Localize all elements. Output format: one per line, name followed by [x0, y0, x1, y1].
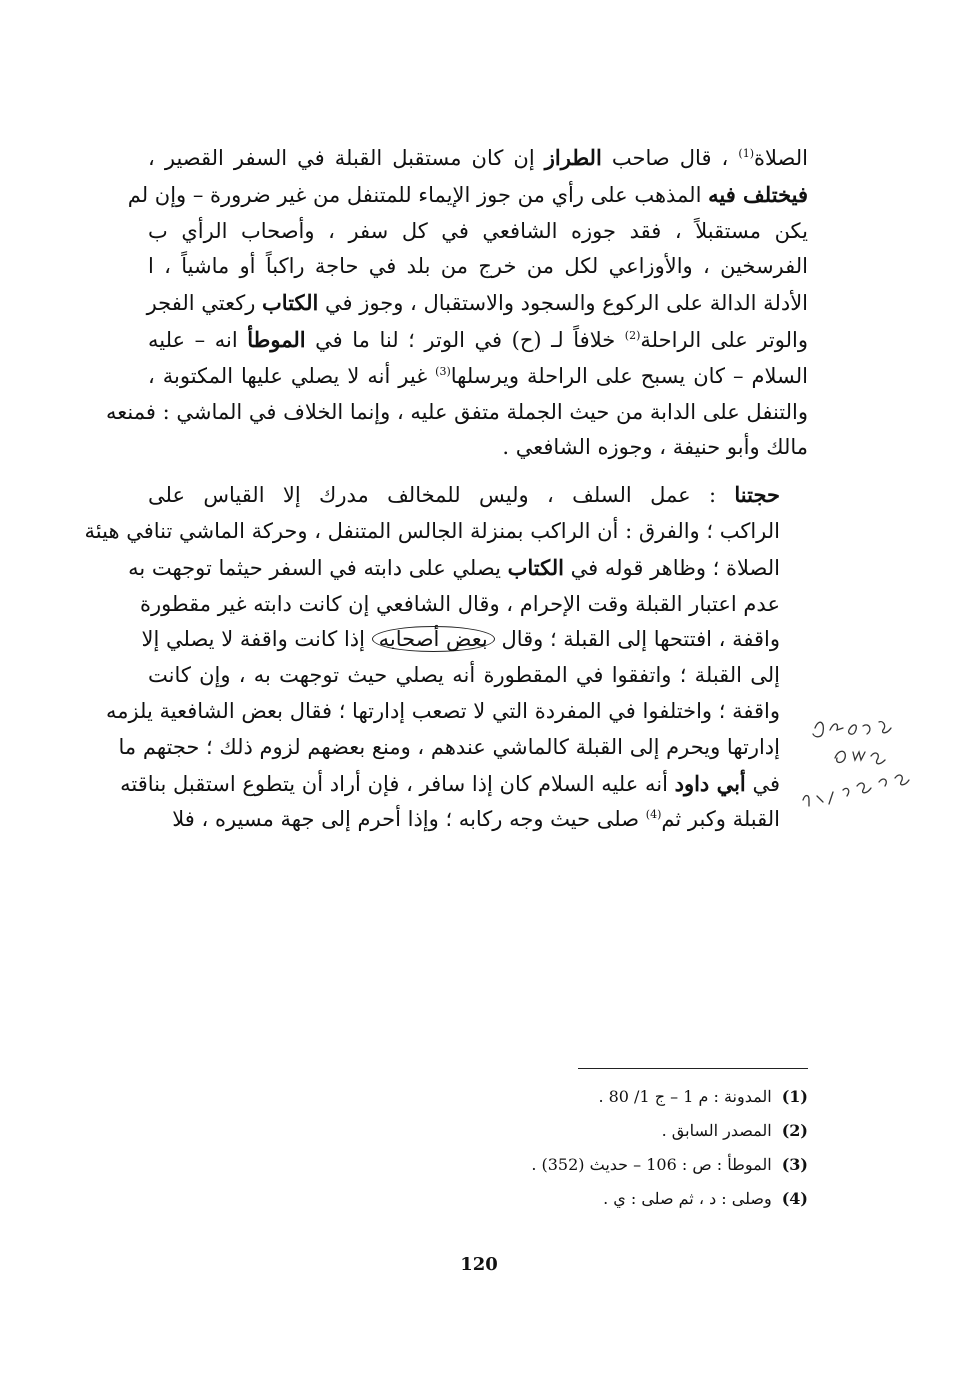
footnote-text: المدونة : م 1 – ج 1/ 80 .: [598, 1087, 772, 1106]
bold-term: أبي داود: [674, 770, 746, 796]
text-line: [148, 322, 808, 359]
text-line: [128, 550, 808, 587]
text-line: [148, 430, 808, 466]
text-run: القبلة وكبر ثم: [661, 807, 780, 832]
footnote-number: (2): [781, 1121, 808, 1140]
footnote-text: وصلى : د ، ثم صلى : ي .: [603, 1189, 772, 1208]
footnote-text: المصدر السابق .: [661, 1121, 772, 1140]
text-run: واقفة ، افتتحها إلى القبلة ؛ وقال: [494, 627, 780, 652]
footnotes: [148, 1080, 808, 1216]
text-run: ، قال صاحب: [601, 146, 739, 170]
bold-term: حجتنا: [734, 482, 780, 508]
footnote-2: [148, 1114, 808, 1148]
text-run: مالك وأبو حنيفة ، وجوزه الشافعي .: [502, 435, 808, 460]
text-run: في: [745, 771, 780, 796]
footnote-number: (4): [781, 1189, 808, 1208]
text-run: إلى القبلة ؛ واتفقوا في المقطورة أنه يصلي حيث توجهت به ، وإن كانت: [148, 663, 780, 688]
text-run: خلافاً لـ (ح) في الوتر ؛ لنا ما في: [305, 327, 625, 352]
text-run: أنه عليه السلام كان إذا سافر ، فإن أراد أن يتطوع استقبل بناقته: [120, 771, 675, 796]
circled-phrase: بعض أصحابه: [372, 626, 495, 652]
text-line: [105, 694, 808, 730]
bold-term: فيختلف فيه: [708, 181, 808, 207]
text-line: [148, 249, 808, 285]
text-run: الصلاة ؛ وظاهر قوله في: [563, 555, 780, 580]
text-line: [118, 730, 808, 766]
bold-term: الكتاب: [507, 554, 564, 580]
page-number: 120: [460, 1254, 498, 1275]
bold-term: الموطأ: [247, 326, 306, 352]
text-line: [139, 587, 808, 623]
footnote-4: [148, 1182, 808, 1216]
footnote-marker: (2): [624, 328, 641, 342]
paragraph-1: [106, 140, 809, 466]
text-line: [141, 622, 808, 658]
bold-term: الكتاب: [262, 290, 319, 316]
text-run: صلى حيث وجه ركابه ؛ وإذا أحرم إلى جهة مسيره ، فلا: [172, 807, 646, 832]
text-line: [106, 395, 808, 431]
text-line: [148, 359, 808, 395]
text-run: يكن مستقبلاً ، فقد جوزه الشافعي في كل سفر ، وأصحاب الرأي ب: [148, 218, 808, 243]
text-line: [148, 285, 808, 322]
handwriting-icon: [795, 700, 945, 820]
footnote-1: [148, 1080, 808, 1114]
footnote-text: الموطأ : ص : 106 – حديث (352) .: [531, 1155, 772, 1174]
text-line: [148, 214, 808, 250]
text-run: انه – عليه: [148, 327, 248, 352]
text-run: إذا كانت واقفة لا يصلي إلا: [141, 627, 372, 652]
handwritten-margin-note: [795, 700, 945, 820]
text-run: ركعتي الفجر: [146, 291, 263, 316]
text-run: إدارتها ويحرم إلى القبلة كالماشي عندهم ، ومنع بعضهم لزوم ذلك ؛ حجتهم ما: [118, 734, 780, 759]
footnote-separator: [578, 1068, 808, 1069]
text-run: والتنفل على الدابة من حيث الجملة متفق عليه ، وإنما الخلاف في الماشي : فمنعه: [106, 399, 808, 424]
text-run: المذهب على رأي من جوز الإيماء للمتنفل من غير ضرورة – وإن لم: [127, 182, 709, 207]
bold-term: الطراز: [544, 145, 602, 170]
text-run: والوتر على الراحلة: [640, 327, 809, 352]
text-run: إن كان مستقبل القبلة في السفر القصير ،: [148, 146, 545, 170]
footnote-marker: (1): [738, 147, 755, 160]
text-line: [84, 514, 808, 550]
text-line: [148, 140, 808, 177]
text-run: واقفة ؛ واختلفوا في المفردة التي لا تصعب إدارتها ؛ فقال بعض الشافعية يلزمه: [105, 698, 780, 723]
text-line: [127, 177, 808, 214]
text-run: السلام – كان يسبح على الراحلة ويرسلها: [450, 363, 808, 388]
text-line: [148, 658, 808, 694]
footnote-number: (1): [781, 1087, 808, 1106]
footnote-marker: (4): [645, 808, 662, 822]
text-line: [120, 766, 808, 803]
text-run: الصلاة: [754, 146, 808, 170]
text-run: : عمل السلف ، وليس للمخالف مدرك إلا القياس على: [148, 483, 735, 508]
text-run: عدم اعتبار القبلة وقت الإحرام ، وقال الشافعي إن كانت دابته غير مقطورة: [139, 591, 780, 616]
text-run: غير أنه لا يصلي عليها المكتوبة ،: [148, 363, 436, 388]
text-run: الأدلة الدالة على الركوع والسجود والاستقبال ، وجوز في: [318, 291, 808, 316]
footnote-number: (3): [781, 1155, 808, 1174]
paragraph-2: [84, 477, 808, 838]
text-line: [148, 802, 808, 838]
text-run: يصلي على دابته في السفر حيثما توجهت به: [128, 555, 508, 580]
text-run: الفرسخين ، والأوزاعي لكل من خرج من بلد في حاجة راكباً أو ماشياً ، ا: [148, 254, 808, 279]
footnote-marker: (3): [435, 364, 451, 378]
main-text: [84, 140, 809, 838]
footnote-3: [148, 1148, 808, 1182]
text-line: [148, 477, 808, 514]
text-run: الراكب ؛ والفرق : أن الراكب بمنزلة الجالس المتنفل ، وحركة الماشي تنافي هيئة: [84, 518, 780, 543]
